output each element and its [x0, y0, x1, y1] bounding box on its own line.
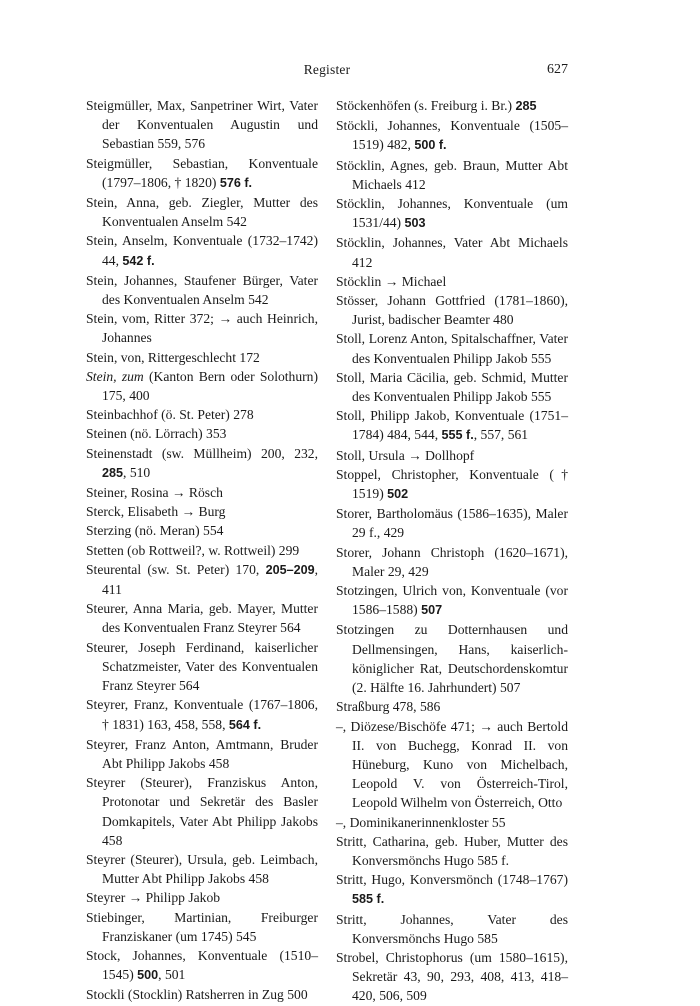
index-entry-text: Steyrer → Philipp Jakob	[86, 890, 221, 906]
index-entry-text: Stritt, Johannes, Vater des Konversmönchs Hugo 585	[336, 911, 568, 946]
index-entry-text: Stein, vom, Ritter 372; → auch Heinrich, Johannes	[86, 311, 318, 346]
index-entry-text: 285	[515, 99, 537, 113]
index-entry	[86, 348, 318, 367]
index-entry	[86, 483, 318, 502]
index-entry	[336, 870, 568, 909]
index-entry-text: Storer, Johann Christoph (1620–1671), Maler 29, 429	[336, 544, 568, 579]
index-entry-text: Stock, Johannes, Konventuale (1510–1545)	[86, 947, 318, 983]
index-entry-text: Stritt, Hugo, Konversmönch (1748–1767)	[336, 872, 568, 888]
index-entry-text: Stöcklin, Agnes, geb. Braun, Mutter Abt Michaels 412	[336, 157, 568, 192]
index-entry	[86, 599, 318, 637]
index-entry-text: Steinbachhof (ö. St. Peter) 278	[86, 407, 254, 423]
index-entry	[336, 272, 568, 291]
index-entry	[336, 233, 568, 271]
index-entry	[86, 773, 318, 850]
index-entry	[336, 697, 568, 716]
index-entry	[336, 406, 568, 445]
index-entry-text: Sterzing (nö. Meran) 554	[86, 523, 224, 539]
index-entry	[336, 504, 568, 542]
index-entry	[86, 309, 318, 347]
index-entry-text: 507	[421, 603, 443, 618]
index-entry-text: Steyrer (Steurer), Ursula, geb. Leimbach, Mutter Abt Philipp Jakobs 458	[86, 851, 318, 887]
index-entry	[336, 116, 568, 155]
index-entry	[86, 541, 318, 560]
index-entry-text: Stockli (Stocklin) Ratsherren in Zug 500	[86, 987, 308, 1003]
index-entry	[336, 910, 568, 948]
index-entry-text: , 501	[158, 967, 186, 983]
index-entry-text: Steyrer, Franz, Konventuale (1767–1806, † 1831) 163, 458, 558,	[86, 697, 318, 732]
index-entry	[336, 446, 568, 465]
index-entry	[86, 367, 318, 405]
index-entry	[86, 638, 318, 696]
index-entry	[86, 521, 318, 540]
index-entry	[336, 465, 568, 504]
index-entry-text: , 411	[102, 561, 318, 598]
index-entry	[86, 985, 318, 1004]
index-entry-text: Stoppel, Christopher, Konventuale († 1519)	[336, 466, 568, 502]
index-entry-text: , 510	[123, 464, 151, 480]
index-entry-text: , 557, 561	[473, 427, 529, 443]
index-entry-text: Steyrer (Steurer), Franziskus Anton, Protonotar und Sekretär des Basler Domkapitels, Vater Abt Philipp Jakobs 458	[86, 775, 318, 848]
index-entry-text: Stein, von, Rittergeschlecht 172	[86, 349, 260, 365]
index-entry	[86, 154, 318, 193]
index-entry-text: 555 f.	[441, 428, 474, 443]
index-entry	[336, 194, 568, 233]
index-entry-text: Steurer, Anna Maria, geb. Mayer, Mutter des Konventualen Franz Steyrer 564	[86, 601, 318, 636]
index-entry	[336, 581, 568, 620]
index-entry	[86, 424, 318, 443]
page-header	[86, 62, 568, 82]
index-entry-text: Sterck, Elisabeth → Burg	[86, 504, 226, 520]
index-entry	[86, 946, 318, 985]
index-entry-text: 285	[102, 465, 124, 480]
index-entry-text: 564 f.	[228, 717, 262, 732]
index-entry-text: (Kanton Bern oder Solothurn) 175, 400	[102, 368, 318, 404]
index-entry-text: Stein, Anna, geb. Ziegler, Mutter des Konventualen Anselm 542	[86, 195, 318, 230]
index-entry-text: 502	[387, 487, 409, 502]
running-title: Register	[303, 62, 351, 77]
index-entry	[336, 948, 568, 1006]
index-entry-text: Steurental (sw. St. Peter) 170,	[86, 561, 266, 577]
index-entry-text: 500 f.	[414, 138, 447, 153]
index-entry-text: Steigmüller, Max, Sanpetriner Wirt, Vater der Konventualen Augustin und Sebastian 559, 576	[86, 98, 318, 152]
index-entry-text: Steiner, Rosina → Rösch	[86, 485, 223, 501]
index-entry	[86, 560, 318, 599]
index-entry-text: 542 f.	[122, 253, 155, 268]
index-entry-text: –, Diözese/Bischöfe 471; → auch Bertold II. von Buchegg, Konrad II. von Hüneburg, Kuno von Michelbach, Leopold V. von Österreich-Tirol, Leopold Wilhelm von Österreich, Otto	[336, 718, 568, 811]
index-entry-text: –, Dominikanerinnenkloster 55	[336, 814, 506, 830]
index-entry-text: 500	[137, 968, 159, 983]
index-entry-text: Stösser, Johann Gottfried (1781–1860), Jurist, badischer Beamter 480	[336, 293, 568, 328]
index-entry	[86, 231, 318, 270]
index-entry-text: Stoll, Ursula → Dollhopf	[336, 447, 475, 463]
index-entry-text: Stein, Johannes, Staufener Bürger, Vater des Konventualen Anselm 542	[86, 272, 318, 308]
index-entry	[86, 888, 318, 907]
index-entry-text: Stiebinger, Martinian, Freiburger Franziskaner (um 1745) 545	[86, 909, 318, 944]
index-entry-text: Stöckli, Johannes, Konventuale (1505–1519) 482,	[336, 118, 568, 153]
index-entry-text: 503	[404, 216, 426, 231]
index-column-left	[86, 96, 318, 1005]
index-entry	[86, 444, 318, 483]
index-entry-text: Stöcklin, Johannes, Vater Abt Michaels 412	[336, 235, 568, 270]
index-entry	[336, 291, 568, 329]
index-entry-text: Straßburg 478, 586	[336, 699, 441, 715]
index-entry-text: Strobel, Christophorus (um 1580–1615), Sekretär 43, 90, 293, 408, 413, 418–420, 506, 509	[336, 949, 568, 1004]
index-entry-text: Stöcklin, Johannes, Konventuale (um 1531/44)	[336, 196, 568, 231]
index-entry	[336, 368, 568, 406]
index-entry	[336, 543, 568, 581]
index-entry-text: Stöcklin → Michael	[336, 273, 447, 289]
index-entry	[86, 502, 318, 521]
index-entry	[86, 193, 318, 231]
index-entry-text: 205–209	[265, 562, 315, 577]
index-entry	[336, 620, 568, 697]
index-entry	[86, 735, 318, 773]
index-entry	[336, 96, 568, 116]
index-entry	[86, 96, 318, 154]
index-entry	[86, 850, 318, 888]
index-entry-text: 576 f.	[219, 175, 253, 190]
index-entry-text: Stetten (ob Rottweil?, w. Rottweil) 299	[86, 542, 300, 558]
index-entry-text: Steurer, Joseph Ferdinand, kaiserlicher Schatzmeister, Vater des Konventualen Franz Steyrer 564	[86, 639, 318, 694]
index-entry-text: Stein, zum	[86, 368, 144, 384]
index-entry	[86, 405, 318, 424]
index-entry-text: Stotzingen zu Dotternhausen und Dellmensingen, Hans, kaiserlich-königlicher Rat, Deutschordenskomtur (2. Hälfte 16. Jahrhundert) 507	[336, 622, 568, 696]
index-entry	[86, 271, 318, 309]
index-entry-text: Steigmüller, Sebastian, Konventuale (1797–1806, † 1820)	[86, 155, 318, 190]
index-entry-text: Steinen (nö. Lörrach) 353	[86, 426, 227, 442]
index-entry	[336, 156, 568, 194]
index-entry-text: Stein, Anselm, Konventuale (1732–1742) 44,	[86, 233, 318, 268]
page-number: 627	[547, 62, 568, 77]
index-entry-text: 585 f.	[352, 892, 385, 907]
index-entry	[336, 813, 568, 832]
index-entry	[336, 832, 568, 870]
index-column-right	[336, 96, 568, 1006]
index-entry-text: Stöckenhöfen (s. Freiburg i. Br.)	[336, 98, 516, 113]
index-entry	[86, 695, 318, 734]
index-entry-text: Steyrer, Franz Anton, Amtmann, Bruder Abt Philipp Jakobs 458	[86, 736, 318, 771]
index-entry-text: Stoll, Philipp Jakob, Konventuale (1751–1784) 484, 544,	[336, 408, 568, 443]
index-entry-text: Storer, Bartholomäus (1586–1635), Maler 29 f., 429	[336, 506, 568, 541]
index-entry-text: Stritt, Catharina, geb. Huber, Mutter des Konversmönchs Hugo 585 f.	[336, 833, 568, 868]
index-entry	[336, 329, 568, 367]
index-entry	[336, 717, 568, 813]
index-entry-text: Steinenstadt (sw. Müllheim) 200, 232,	[86, 445, 318, 461]
index-entry-text: Stoll, Maria Cäcilia, geb. Schmid, Mutter des Konventualen Philipp Jakob 555	[336, 369, 568, 405]
index-entry	[86, 908, 318, 946]
index-entry-text: Stotzingen, Ulrich von, Konventuale (vor 1586–1588)	[336, 583, 568, 618]
index-entry-text: Stoll, Lorenz Anton, Spitalschaffner, Vater des Konventualen Philipp Jakob 555	[336, 331, 568, 366]
